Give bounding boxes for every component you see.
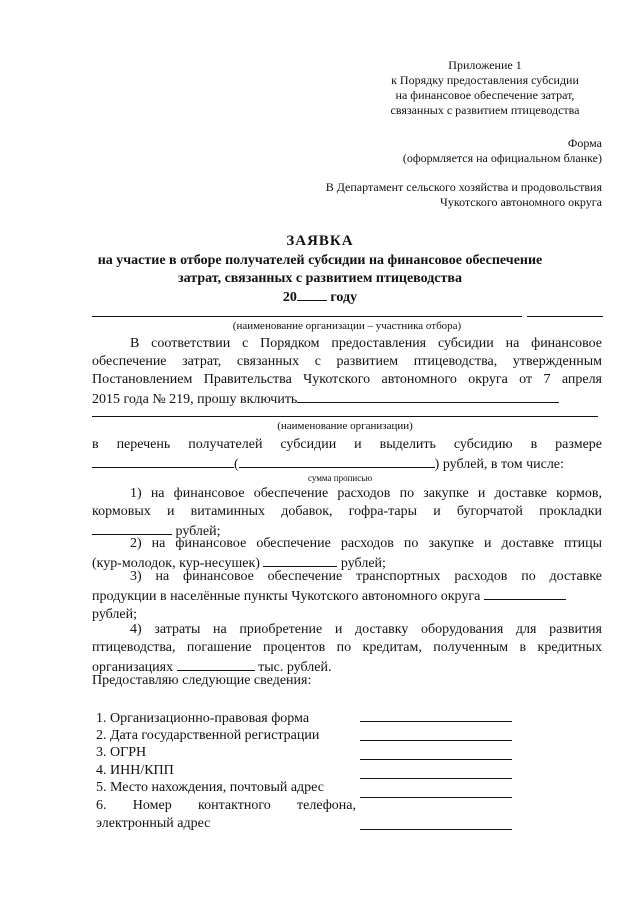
info-field-inn-kpp[interactable] bbox=[360, 778, 512, 779]
item2-line-1: 2) на финансовое обеспечение расходов по закупке и доставке птицы bbox=[130, 536, 602, 551]
para1-line-3: Постановлением Правительства Чукотского автономного округа от 7 апреля bbox=[92, 372, 602, 387]
title-line-2: затрат, связанных с развитием птицеводства bbox=[178, 271, 462, 286]
item3-line-3: рублей; bbox=[92, 607, 137, 622]
item2-line-2a: (кур-молодок, кур-несушек) bbox=[92, 556, 260, 571]
item-3 bbox=[92, 568, 602, 624]
info-row-contacts-1: 6. Номер контактного телефона, bbox=[96, 798, 356, 813]
include-org-field[interactable] bbox=[297, 389, 559, 403]
info-field-registration-date[interactable] bbox=[360, 740, 512, 741]
info-row-address: 5. Место нахождения, почтовый адрес bbox=[96, 780, 324, 795]
info-field-legal-form[interactable] bbox=[360, 721, 512, 722]
amount-digits-field[interactable] bbox=[92, 454, 234, 468]
org-name-line[interactable] bbox=[92, 416, 598, 417]
item4-line-3a: организациях bbox=[92, 660, 174, 675]
year-suffix: году bbox=[330, 290, 358, 305]
caption-org-name: (наименование организации) bbox=[277, 420, 413, 432]
info-row-legal-form: 1. Организационно-правовая форма bbox=[96, 711, 310, 726]
applicant-org-line[interactable] bbox=[92, 316, 522, 317]
title-year bbox=[60, 287, 580, 307]
year-prefix: 20 bbox=[282, 290, 297, 305]
item4-amount-field[interactable] bbox=[177, 657, 255, 671]
annex-line-2: к Порядку предоставления субсидии bbox=[391, 73, 579, 87]
amount-words-field[interactable] bbox=[239, 454, 435, 468]
item1-line-1: 1) на финансовое обеспечение расходов по закупке и доставке кормов, bbox=[130, 486, 602, 501]
info-row-registration-date: 2. Дата государственной регистрации bbox=[96, 728, 320, 743]
title-line-1: на участие в отборе получателей субсидии на финансовое обеспечение bbox=[97, 253, 543, 268]
item-1 bbox=[92, 485, 602, 541]
info-intro: Предоставляю следующие сведения: bbox=[92, 673, 312, 688]
year-field[interactable] bbox=[297, 287, 327, 301]
form-note bbox=[340, 136, 602, 166]
info-field-address[interactable] bbox=[360, 797, 512, 798]
item2-line-2b: рублей; bbox=[340, 556, 386, 571]
applicant-org-line-extra[interactable] bbox=[527, 316, 603, 317]
annex-block bbox=[370, 58, 600, 118]
item3-line-2-row bbox=[92, 586, 602, 606]
caption-org-applicant: (наименование организации – участника отбора) bbox=[232, 320, 462, 332]
info-field-contacts[interactable] bbox=[360, 829, 512, 830]
para2-line-2 bbox=[92, 454, 602, 474]
form-label: Форма bbox=[567, 136, 602, 150]
addressee-line-2: Чукотского автономного округа bbox=[440, 195, 602, 209]
info-row-ogrn: 3. ОГРН bbox=[96, 745, 147, 760]
addressee-block bbox=[280, 180, 602, 210]
item1-amount-field[interactable] bbox=[92, 521, 172, 535]
para2-open: ( bbox=[234, 457, 239, 472]
item-4 bbox=[92, 621, 602, 677]
item4-line-1: 4) затраты на приобретение и доставку оборудования для развития bbox=[130, 622, 602, 637]
addressee-line-1: В Департамент сельского хозяйства и продовольствия bbox=[325, 180, 602, 194]
para1-line-4: 2015 года № 219, прошу включить bbox=[92, 392, 298, 407]
item1-line-3: рублей; bbox=[175, 524, 221, 539]
para1-line-1: В соответствии с Порядком предоставления субсидии на финансовое bbox=[130, 336, 602, 351]
para2-close: ) рублей, в том числе: bbox=[434, 457, 564, 472]
paragraph-request bbox=[92, 335, 602, 389]
item3-amount-field[interactable] bbox=[484, 586, 566, 600]
item1-line-2: кормовых и витаминных добавок, гофра-тары и бугорчатой прокладки bbox=[92, 504, 602, 519]
item4-line-3b: тыс. рублей. bbox=[258, 660, 332, 675]
item3-line-1: 3) на финансовое обеспечение транспортных расходов по доставке bbox=[130, 569, 602, 584]
para1-line-2: обеспечение затрат, связанных с развитием птицеводства, утвержденным bbox=[92, 354, 602, 369]
caption-amount-words: сумма прописью bbox=[307, 473, 373, 483]
annex-line-4: связанных с развитием птицеводства bbox=[390, 103, 580, 117]
info-row-contacts-2: электронный адрес bbox=[96, 816, 211, 831]
item3-line-2: продукции в населённые пункты Чукотского автономного округа bbox=[92, 589, 481, 604]
annex-line-3: на финансовое обеспечение затрат, bbox=[395, 88, 575, 102]
info-field-ogrn[interactable] bbox=[360, 759, 512, 760]
page-title: ЗАЯВКА bbox=[286, 233, 354, 249]
item4-line-2: птицеводства, погашение процентов по кредитам, полученным в кредитных bbox=[92, 640, 602, 655]
para2-line-1: в перечень получателей субсидии и выделить субсидию в размере bbox=[92, 437, 602, 452]
item2-amount-field[interactable] bbox=[263, 553, 337, 567]
info-row-inn-kpp: 4. ИНН/КПП bbox=[96, 763, 174, 778]
para1-line-4-row bbox=[92, 389, 602, 409]
annex-line-1: Приложение 1 bbox=[448, 58, 522, 72]
form-official-letterhead: (оформляется на официальном бланке) bbox=[402, 151, 602, 165]
